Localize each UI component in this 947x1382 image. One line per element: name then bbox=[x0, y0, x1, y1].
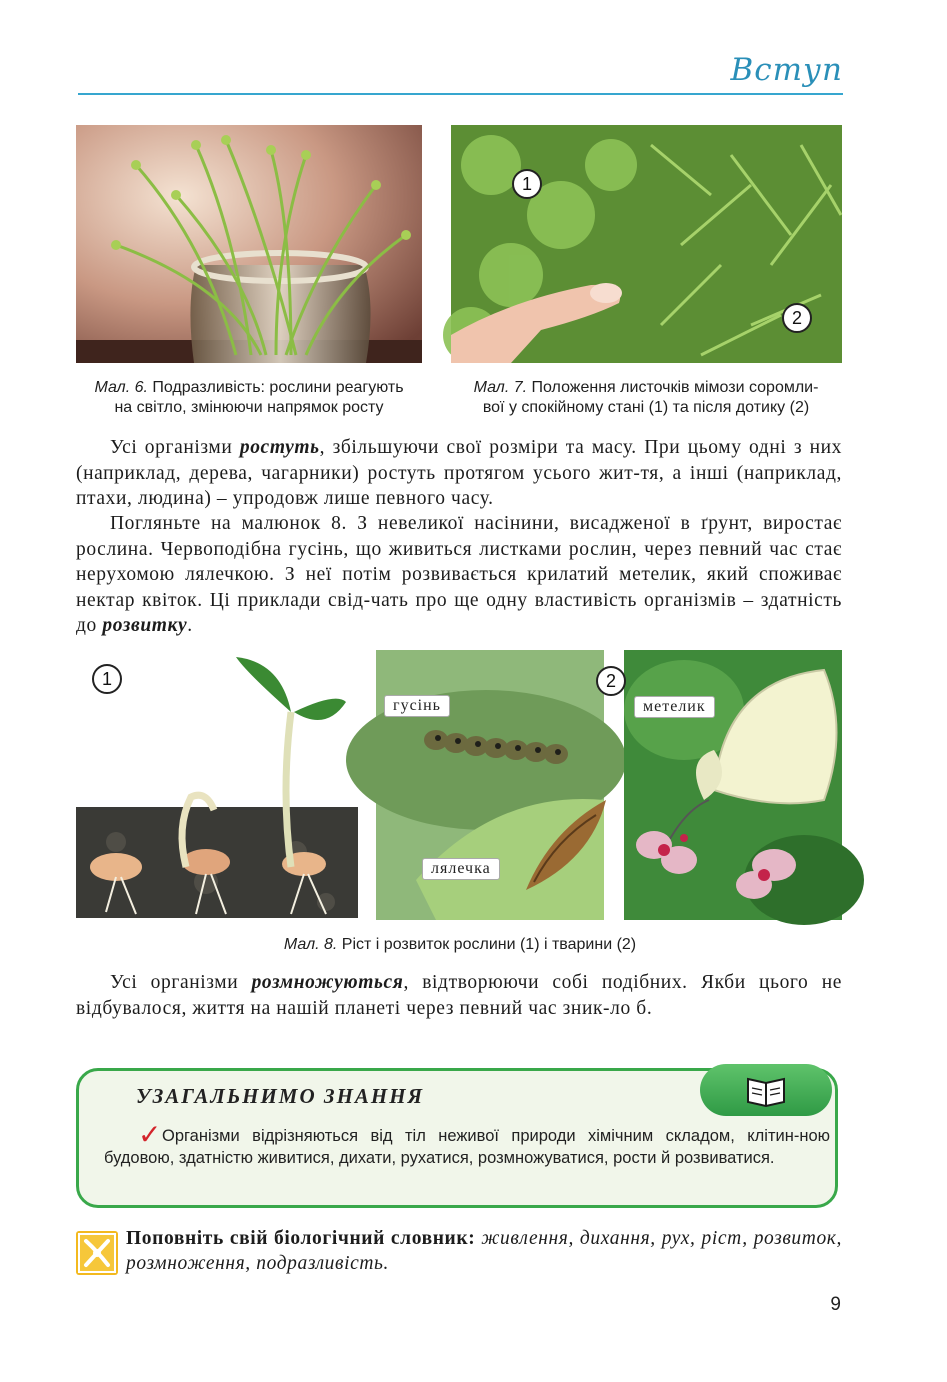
dictionary-icon bbox=[76, 1231, 118, 1275]
figure8-butterfly-photo bbox=[605, 650, 842, 920]
figure8-plant-photo bbox=[76, 652, 358, 918]
dictionary-lead: Поповніть свій біологічний словник: bbox=[126, 1228, 476, 1249]
tag-butterfly: метелик bbox=[634, 696, 715, 718]
figure7-caption bbox=[446, 378, 846, 418]
paragraph-reproduction: Усі організми розмножуються, відтворюючи собі подібних. Якби цього не відбувалося, життя на нашій планеті через певний час зник-ло б. bbox=[76, 972, 842, 1019]
book-icon bbox=[700, 1064, 832, 1116]
figure8-caption-text: Ріст і розвиток рослини (1) і тварини (2) bbox=[341, 936, 637, 953]
figure6-caption-line2: на світло, змінюючи напрямок росту bbox=[114, 399, 384, 416]
figure8-label: Мал. 8. bbox=[283, 936, 338, 953]
figure6-caption bbox=[76, 378, 422, 418]
figure7-badge-1: 1 bbox=[512, 169, 542, 199]
check-icon: ✓ bbox=[138, 1118, 162, 1151]
tag-pupa: лялечка bbox=[422, 858, 500, 880]
figure6-photo bbox=[76, 125, 422, 363]
summary-tab bbox=[700, 1064, 832, 1116]
figure8-badge-1: 1 bbox=[92, 664, 122, 694]
paragraph-development: Погляньте на малюнок 8. З невеликої насінини, висадженої в ґрунт, виростає рослина. Червоподібна гусінь, що живиться листками рослин, через певний час стає нерухомою лялечкою. З неї потім розвивається крилатий метелик, який споживає нектар квіток. Ці приклади свід-чать про ще одну властивість організмів – здатність до розвитку. bbox=[76, 513, 842, 636]
term-reproduction: розмножуються bbox=[251, 972, 404, 993]
summary-heading: УЗАГАЛЬНИМО ЗНАННЯ bbox=[136, 1084, 425, 1108]
summary-text: Організми відрізняються від тіл неживої природи хімічним складом, клітин-ною будовою, здатністю живитися, дихати, рухатися, розмножуватися, рости й розвиватися. bbox=[104, 1127, 830, 1167]
figure7-photo bbox=[451, 125, 842, 363]
figure8-caterpillar-photo bbox=[376, 650, 604, 920]
dictionary-task bbox=[126, 1226, 842, 1276]
term-growth: ростуть bbox=[239, 437, 320, 458]
figure6-caption-line1: Подразливість: рослини реагують bbox=[152, 379, 404, 396]
figure8-badge-2: 2 bbox=[596, 666, 626, 696]
tag-caterpillar: гусінь bbox=[384, 695, 450, 717]
term-development: розвитку bbox=[102, 615, 188, 636]
figure7-caption-line1: Положення листочків мімози соромли- bbox=[531, 379, 819, 396]
figure7-caption-line2: вої у спокійному стані (1) та після дотику (2) bbox=[482, 399, 810, 416]
page-number: 9 bbox=[830, 1294, 841, 1315]
dictionary-terms: живлення, дихання, рух, ріст, розвиток, розмноження, подразливість. bbox=[126, 1228, 842, 1274]
header-rule bbox=[78, 93, 843, 95]
figure8-caption bbox=[150, 935, 770, 955]
figure7-label: Мал. 7. bbox=[473, 379, 528, 396]
figure6-label: Мал. 6. bbox=[94, 379, 148, 396]
paragraph-growth: Усі організми ростуть, збільшуючи свої розміри та масу. При цьому одні з них (наприклад, дерева, чагарники) ростуть протягом усього жит-тя, а інші (наприклад, птахи, людина) – упродовж лише певного часу. bbox=[76, 437, 842, 509]
section-title: Вступ bbox=[730, 52, 843, 88]
figure7-badge-2: 2 bbox=[782, 303, 812, 333]
